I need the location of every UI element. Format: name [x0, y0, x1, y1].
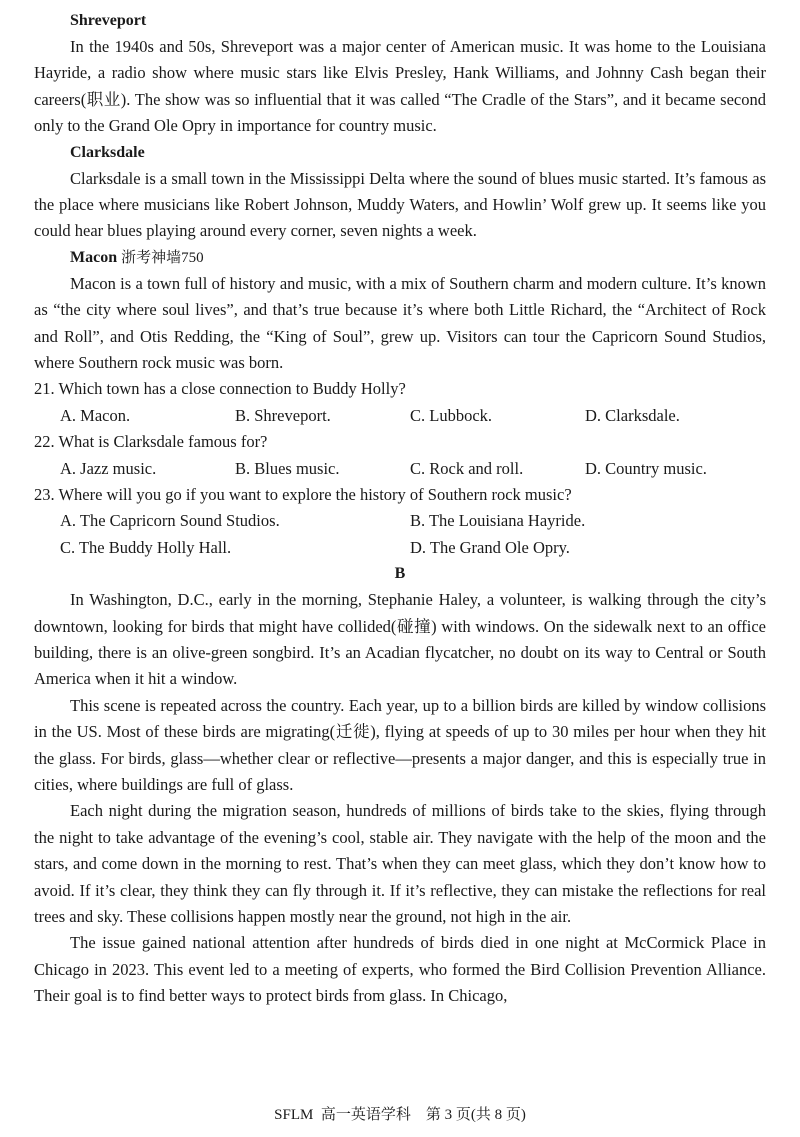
answer-options	[34, 535, 766, 561]
answer-options	[34, 456, 766, 482]
question-stem: 23. Where will you go if you want to explore the history of Southern rock music?	[34, 485, 572, 505]
heading-title: Macon	[70, 248, 118, 266]
paragraph: This scene is repeated across the country. Each year, up to a billion birds are killed by window collisions in the US. Most of these birds are migrating(迁徙), flying at speeds of up to 30 miles per hour when they hit the glass. For birds, glass—whether clear or reflective—presents a major danger, and this is especially true in cities, where buildings are full of glass.	[34, 695, 766, 795]
exam-page	[34, 8, 766, 1010]
passage-shreveport	[34, 8, 766, 140]
option-a: A. Jazz music.	[60, 458, 157, 478]
option-b: B. Blues music.	[235, 458, 340, 478]
passage-text: Macon is a town full of history and music, with a mix of Southern charm and modern culture. It’s known as “the city where soul lives”, and that’s true because it’s where both Little Richard, the “Architect of Rock and Roll”, and Otis Redding, the “King of Soul”, grew up. Visitors can tour the Capricorn Sound Studios, where Southern rock music was born.	[34, 273, 766, 373]
paragraph: The issue gained national attention after hundreds of birds died in one night at McCormick Place in Chicago in 2023. This event led to a meeting of experts, who formed the Bird Collision Prevention Alliance. Their goal is to find better ways to protect birds from glass. In Chicago,	[34, 933, 766, 1006]
option-d: D. The Grand Ole Opry.	[410, 537, 570, 557]
passage-text: In the 1940s and 50s, Shreveport was a major center of American music. It was home to the Louisiana Hayride, a radio show where music stars like Elvis Presley, Hank Williams, and Johnny Cash began their careers(职业). The show was so influential that it was called “The Cradle of the Stars”, and it became second only to the Grand Ole Opry in importance for country music.	[34, 37, 766, 136]
passage-heading: Shreveport	[70, 12, 147, 29]
question-21	[34, 376, 766, 429]
option-a: A. Macon.	[60, 405, 131, 425]
question-stem: 22. What is Clarksdale famous for?	[34, 432, 268, 452]
question-22	[34, 429, 766, 482]
passage-text: Clarksdale is a small town in the Mississippi Delta where the sound of blues music started. It’s famous as the place where musicians like Robert Johnson, Muddy Waters, and Howlin’ Wolf grew up. It seems like you could hear blues playing around every corner, seven nights a week.	[34, 168, 766, 241]
watermark-note: 浙考神墙750	[121, 249, 204, 266]
answer-options	[34, 508, 766, 534]
option-c: C. Lubbock.	[410, 405, 493, 425]
answer-options	[34, 403, 766, 429]
section-label: B	[394, 565, 406, 583]
option-d: D. Country music.	[585, 458, 707, 478]
passage-heading	[70, 245, 766, 271]
section-b	[34, 561, 766, 1010]
passage-heading: Clarksdale	[70, 143, 145, 161]
passage-clarksdale	[34, 140, 766, 245]
question-23	[34, 482, 766, 561]
paragraph: In Washington, D.C., early in the morning, Stephanie Haley, a volunteer, is walking through the city’s downtown, looking for birds that might have collided(碰撞) with windows. On the sidewalk next to an office building, there is an olive-green songbird. It’s an Acadian flycatcher, no doubt on its way to Central or South America when it hit a window.	[34, 590, 766, 689]
page-footer: SFLM 高一英语学科 第 3 页(共 8 页)	[274, 1107, 526, 1123]
option-b: B. Shreveport.	[235, 405, 331, 425]
option-d: D. Clarksdale.	[585, 405, 680, 425]
question-stem: 21. Which town has a close connection to Buddy Holly?	[34, 379, 406, 399]
paragraph: Each night during the migration season, hundreds of millions of birds take to the skies, flying through the night to take advantage of the evening’s cool, stable air. They navigate with the help of the moon and the stars, and come down in the morning to rest. That’s when they can meet glass, which they don’t know how to avoid. If it’s clear, they think they can fly through it. If it’s reflective, they can mistake the reflections for real trees and sky. These collisions happen mostly near the ground, not high in the air.	[34, 801, 766, 927]
option-c: C. Rock and roll.	[410, 458, 524, 478]
option-a: A. The Capricorn Sound Studios.	[60, 511, 280, 531]
option-b: B. The Louisiana Hayride.	[410, 511, 586, 531]
passage-macon	[34, 245, 766, 377]
option-c: C. The Buddy Holly Hall.	[60, 537, 232, 557]
